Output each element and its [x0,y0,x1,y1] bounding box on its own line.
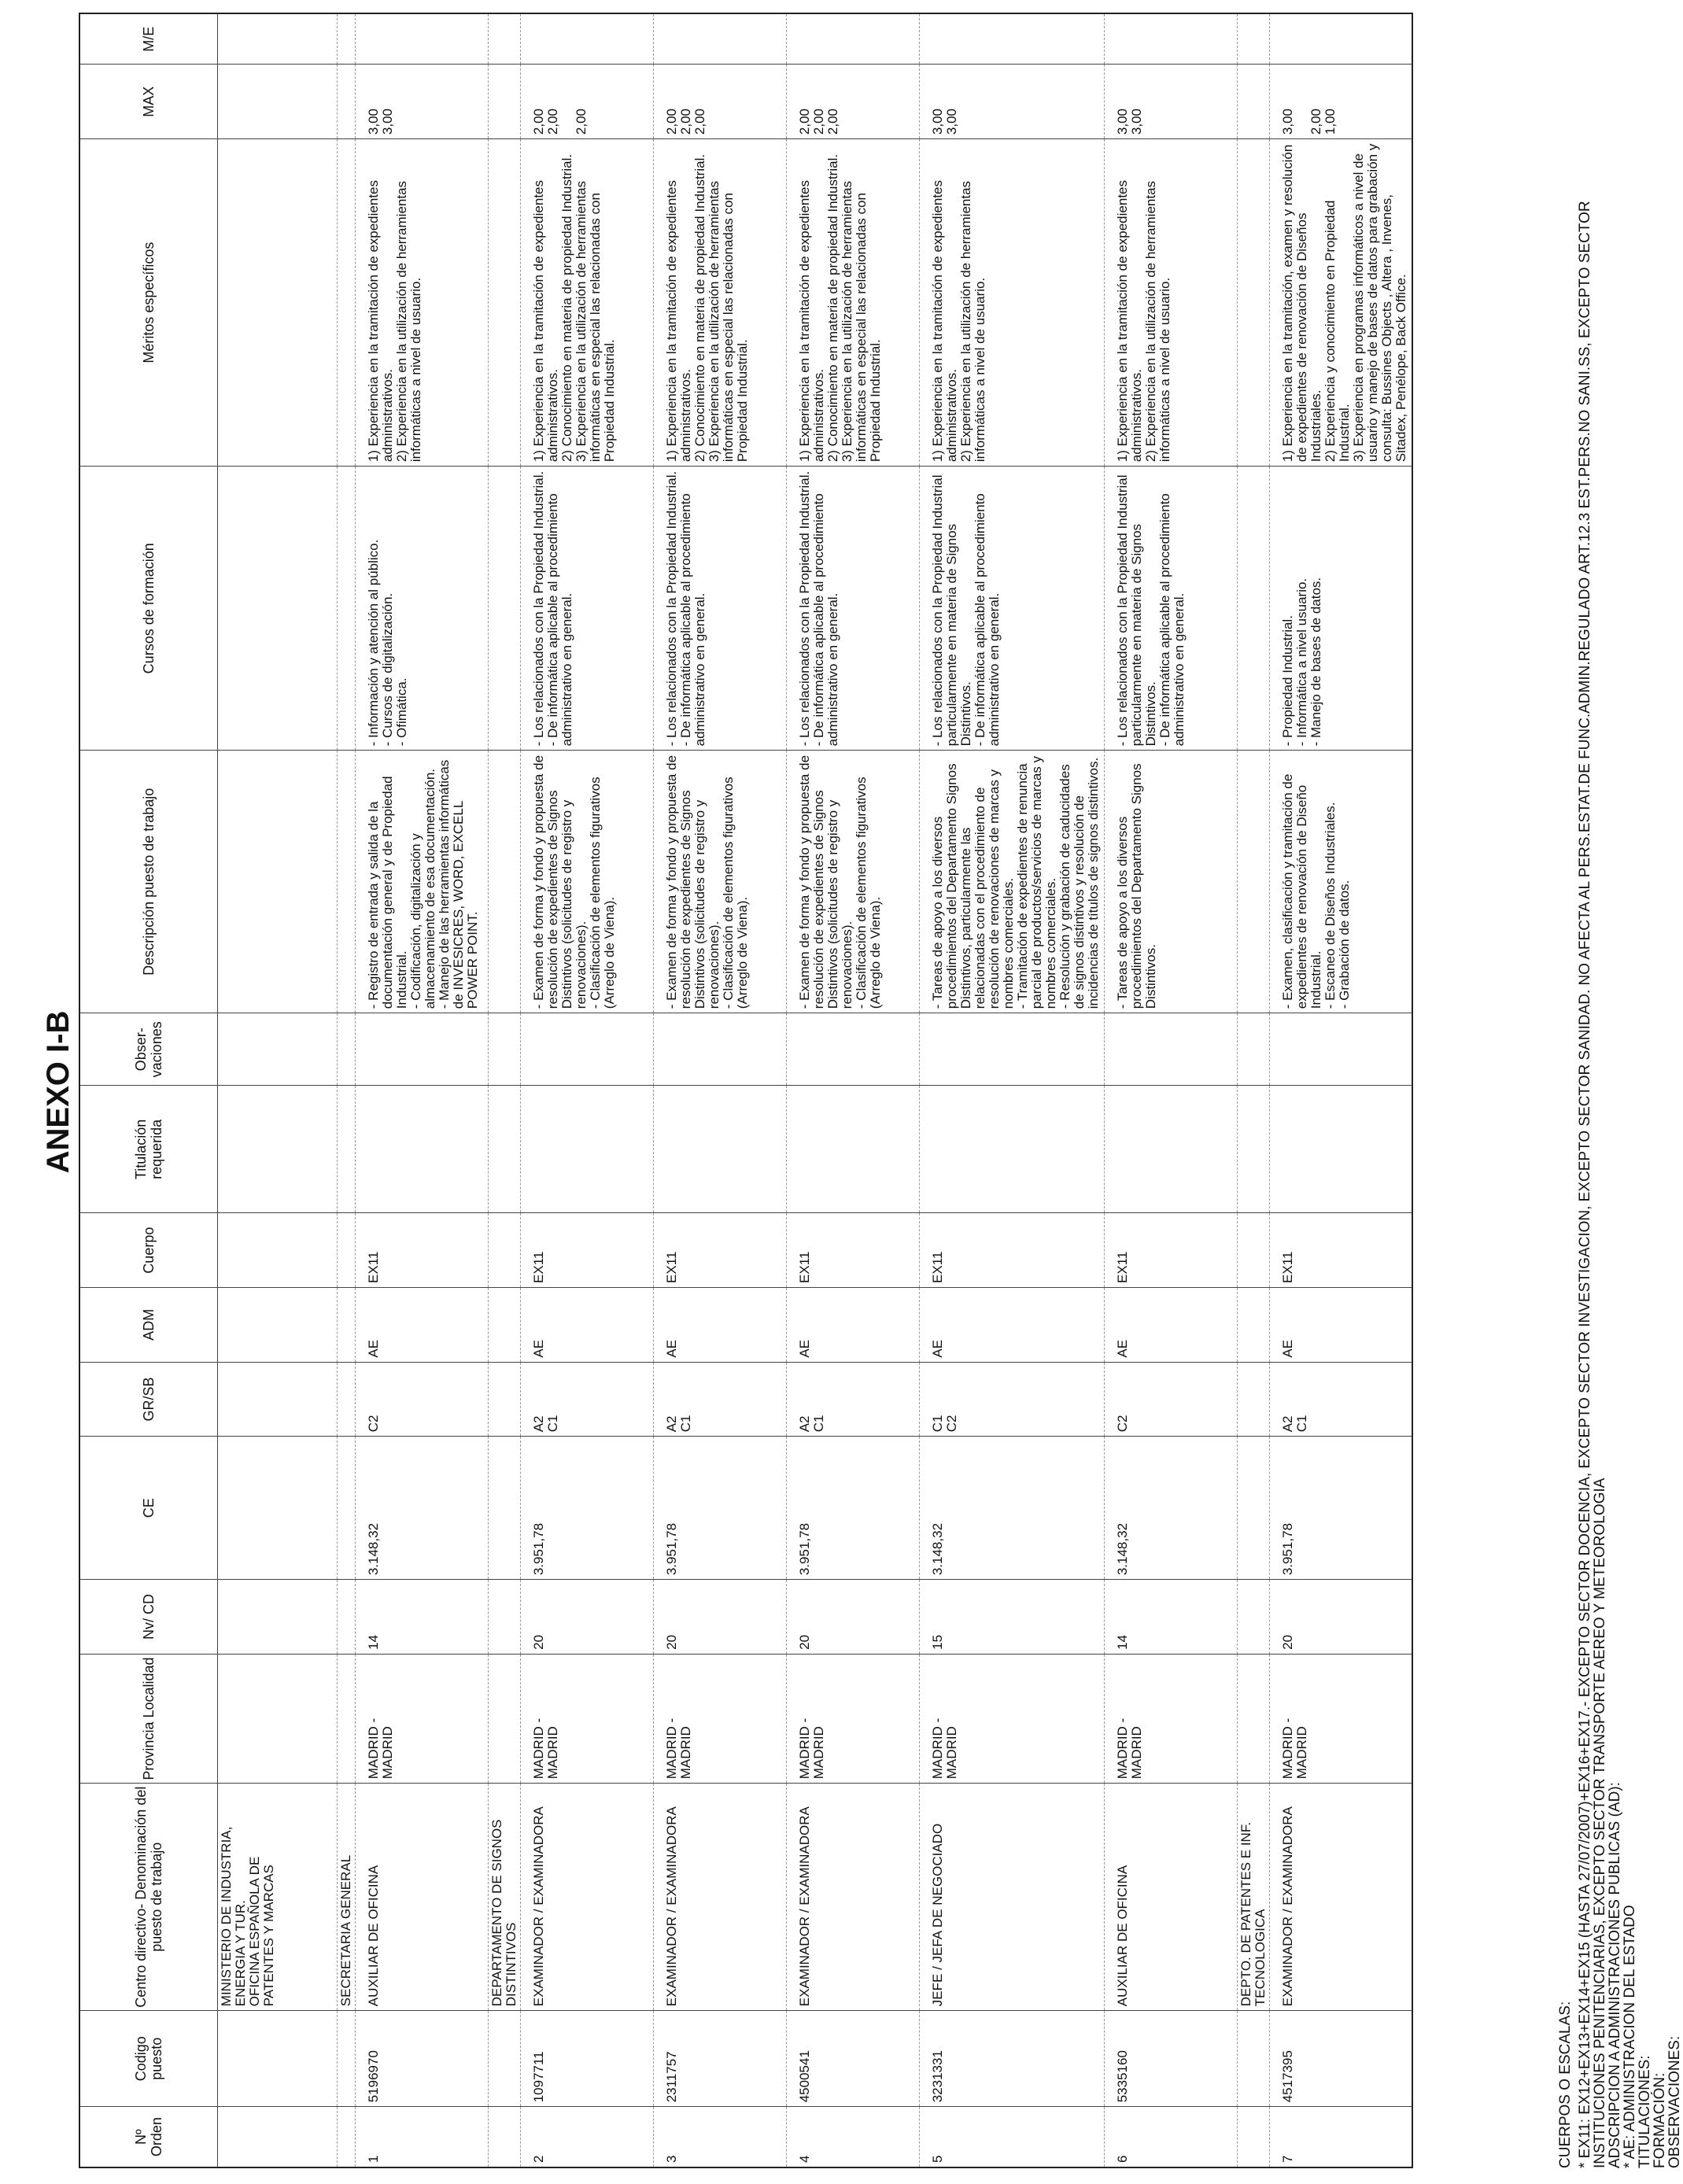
cell-meritos: 1) Experiencia en la tramitación de expedientes administrativos. 2) Conocimiento en materia de propiedad Industrial. 3) Experiencia en la utilización de herramientas informáticas en especial las relacionadas con Propiedad Industrial. [654,139,787,467]
org-cell-empty-14 [218,65,338,139]
cell-descripcion: - Examen de forma y fondo y propuesta de resolución de expedientes de Signos Distintivos (solicitudes de registro y renovaciones). - Clasificación de elementos figurativos (Arreglo de Viena). [521,751,654,1013]
section-label: SECRETARIA GENERAL [338,1784,356,2011]
section-cell-empty [1238,2011,1270,2107]
cell-observaciones [521,1013,654,1086]
section-row [489,13,521,2167]
table-body [218,13,1413,2167]
cell-me [787,13,920,65]
cell-codigo: 1097711 [521,2011,654,2107]
header-row [79,13,218,2167]
cell-descripcion: - Tareas de apoyo a los diversos procedimientos del Departamento Signos Distintivos, particularmente las relacionadas con el procedimiento de resolución de renovaciones de marcas y nombres comerciales. - Tramitación de expedientes de renuncia parcial de productos/servicios de marcas y nombres comerciales. - Resolución y grabación de caducidades de signos distintivos y resolución de incidencias de títulos de signos distintivos. [920,751,1105,1013]
cell-observaciones [1270,1013,1413,1086]
cell-cuerpo: EX11 [521,1213,654,1288]
section-cell-empty [489,1013,521,1086]
cell-cursos: - Los relacionados con la Propiedad Industrial. - De informática aplicable al procedimiento administrativo en general. [521,467,654,751]
section-cell-empty [1238,1213,1270,1288]
header-titulacion: Titulación requerida [79,1086,218,1213]
section-cell-empty [338,65,356,139]
cell-titulacion [356,1086,489,1213]
cell-cursos: - Los relacionados con la Propiedad Industrial. - De informática aplicable al procedimiento administrativo en general. [654,467,787,751]
section-row [1238,13,1270,2167]
section-cell-empty [338,467,356,751]
section-cell-empty [338,13,356,65]
cell-me [1105,13,1238,65]
cell-centro: AUXILIAR DE OFICINA [1105,1784,1238,2011]
header-centro: Centro directivo- Denominación del puesto de trabajo [79,1784,218,2011]
header-cuerpo: Cuerpo [79,1213,218,1288]
section-cell-empty [489,2011,521,2107]
cell-adm: AE [654,1287,787,1362]
cell-ce: 3.951,78 [1270,1437,1413,1580]
cell-titulacion [1270,1086,1413,1213]
cell-ce: 3.951,78 [787,1437,920,1580]
cell-adm: AE [1105,1287,1238,1362]
cell-centro: EXAMINADOR / EXAMINADORA [787,1784,920,2011]
table-row [1105,13,1238,2167]
cell-max: 3,00 3,00 [1105,65,1238,139]
cell-descripcion: - Examen de forma y fondo y propuesta de resolución de expedientes de Signos Distintivos (solicitudes de registro y renovaciones). - Clasificación de elementos figurativos (Arreglo de Viena). [654,751,787,1013]
header-ce: CE [79,1437,218,1580]
cell-cuerpo: EX11 [654,1213,787,1288]
section-cell-empty [489,65,521,139]
cell-titulacion [654,1086,787,1213]
footer-cuerpos-heading: CUERPOS O ESCALAS: [1557,2001,1574,2168]
cell-centro: EXAMINADOR / EXAMINADORA [654,1784,787,2011]
cell-ce: 3.148,32 [920,1437,1105,1580]
cell-meritos: 1) Experiencia en la tramitación de expedientes administrativos. 2) Experiencia en la utilización de herramientas informáticas a nivel de usuario. [920,139,1105,467]
cell-me [356,13,489,65]
cell-codigo: 3231331 [920,2011,1105,2107]
cell-max: 2,00 2,00 2,00 [654,65,787,139]
cell-ce: 3.148,32 [356,1437,489,1580]
org-cell-empty-3 [218,1654,338,1783]
cell-meritos: 1) Experiencia en la tramitación de expedientes administrativos. 2) Conocimiento en materia de propiedad Industrial. 3) Experiencia en la utilización de herramientas informáticas en especial las relacionadas con Propiedad Industrial. [787,139,920,467]
page-title: ANEXO I-B [41,1010,76,1174]
section-cell-empty [338,1086,356,1213]
section-cell-empty [1238,751,1270,1013]
header-provincia: Provincia Localidad [79,1654,218,1783]
section-cell-empty [338,1287,356,1362]
section-cell-empty [338,1213,356,1288]
section-cell-empty [1238,1013,1270,1086]
header-nivel: Nv/ CD [79,1580,218,1655]
cell-cursos: - Los relacionados con la Propiedad Industrial particularmente en materia de Signos Distintivos. - De informática aplicable al procedimiento administrativo en general. [920,467,1105,751]
section-cell-empty [489,1654,521,1783]
cell-titulacion [920,1086,1105,1213]
cell-grsb: C2 [1105,1362,1238,1437]
cell-ce: 3.148,32 [1105,1437,1238,1580]
cell-cuerpo: EX11 [1105,1213,1238,1288]
section-cell-empty [1238,2107,1270,2167]
cell-codigo: 5196970 [356,2011,489,2107]
table-row [1270,13,1413,2167]
section-cell-empty [338,1362,356,1437]
cell-cuerpo: EX11 [920,1213,1105,1288]
header-meritos: Méritos específicos [79,139,218,467]
section-cell-empty [489,139,521,467]
cell-codigo: 2311757 [654,2011,787,2107]
cell-cuerpo: EX11 [1270,1213,1413,1288]
cell-me [521,13,654,65]
cell-adm: AE [1270,1287,1413,1362]
cell-adm: AE [787,1287,920,1362]
cell-nivel: 20 [1270,1580,1413,1655]
section-cell-empty [1238,13,1270,65]
cell-cursos: - Propiedad Industrial. - Informática a nivel usuario. - Manejo de bases de datos. [1270,467,1413,751]
section-cell-empty [1238,467,1270,751]
cell-grsb: A2 C1 [787,1362,920,1437]
section-label: DEPARTAMENTO DE SIGNOS DISTINTIVOS [489,1784,521,2011]
cell-meritos: 1) Experiencia en la tramitación de expedientes administrativos. 2) Experiencia en la utilización de herramientas informáticas a nivel de usuario. [356,139,489,467]
cell-centro: EXAMINADOR / EXAMINADORA [521,1784,654,2011]
header-grsb: GR/SB [79,1362,218,1437]
cell-nivel: 20 [654,1580,787,1655]
cell-orden: 4 [787,2107,920,2167]
org-cell-empty-1 [218,2107,338,2167]
org-cell-empty-11 [218,751,338,1013]
cell-max: 2,00 2,00 2,00 [787,65,920,139]
section-cell-empty [1238,1580,1270,1655]
header-cursos: Cursos de formación [79,467,218,751]
section-cell-empty [1238,1362,1270,1437]
table-row [787,13,920,2167]
cell-orden: 5 [920,2107,1105,2167]
org-cell-empty-5 [218,1437,338,1580]
footer-formacion: FORMACIÓN: [1652,2072,1668,2168]
cell-provincia: MADRID - MADRID [654,1654,787,1783]
footer-observaciones: OBSERVACIONES: [1666,2035,1683,2168]
section-cell-empty [338,2011,356,2107]
section-cell-empty [1238,139,1270,467]
header-me: M/E [79,13,218,65]
org-cell-empty-13 [218,139,338,467]
org-row [218,13,338,2167]
section-label: DEPTO. DE PATENTES E INF. TECNOLOGICA [1238,1784,1270,2011]
section-cell-empty [338,139,356,467]
cell-adm: AE [521,1287,654,1362]
cell-codigo: 5335160 [1105,2011,1238,2107]
cell-cursos: - Los relacionados con la Propiedad Industrial particularmente en materia de Signos Distintivos. - De informática aplicable al procedimiento administrativo en general. [1105,467,1238,751]
table-row [920,13,1105,2167]
section-cell-empty [489,1213,521,1288]
org-cell-empty-9 [218,1086,338,1213]
cell-cursos: - Los relacionados con la Propiedad Industrial. - De informática aplicable al procedimiento administrativo en general. [787,467,920,751]
org-cell-empty-10 [218,1013,338,1086]
cell-descripcion: - Registro de entrada y salida de la documentación general y de Propiedad Industrial. - Codificación, digitalización y almacenamiento de esa documentación. - Manejo de las herramientas informáticas de INVESICRES, WORD, EXCELL POWER POINT. [356,751,489,1013]
section-cell-empty [489,1580,521,1655]
cell-descripcion: - Examen de forma y fondo y propuesta de resolución de expedientes de Signos Distintivos (solicitudes de registro y renovaciones). - Clasificación de elementos figurativos (Arreglo de Viena). [787,751,920,1013]
cell-cursos: - Información y atención al público. - Cursos de digitalización. - Ofimática. [356,467,489,751]
cell-grsb: A2 C1 [654,1362,787,1437]
cell-codigo: 4500541 [787,2011,920,2107]
cell-orden: 3 [654,2107,787,2167]
footer-notes [1558,13,1682,2168]
cell-nivel: 20 [521,1580,654,1655]
cell-meritos: 1) Experiencia en la tramitación de expedientes administrativos. 2) Conocimiento en materia de propiedad Industrial. 3) Experiencia en la utilización de herramientas informáticas en especial las relacionadas con Propiedad Industrial. [521,139,654,467]
cell-observaciones [356,1013,489,1086]
section-cell-empty [489,2107,521,2167]
table-row [521,13,654,2167]
cell-orden: 6 [1105,2107,1238,2167]
section-cell-empty [1238,1654,1270,1783]
section-cell-empty [338,1013,356,1086]
org-cell-empty-8 [218,1213,338,1288]
section-cell-empty [338,1580,356,1655]
section-cell-empty [489,1287,521,1362]
cell-adm: AE [920,1287,1105,1362]
cell-centro: JEFE / JEFA DE NEGOCIADO [920,1784,1105,2011]
cell-me [920,13,1105,65]
cell-adm: AE [356,1287,489,1362]
section-cell-empty [338,751,356,1013]
section-cell-empty [1238,1437,1270,1580]
footer-adscripcion: ADSCRIPCION A ADMINISTRACIONES PUBLICAS (AD): [1607,1782,1623,2168]
header-codigo: Codigo puesto [79,2011,218,2107]
header-adm: ADM [79,1287,218,1362]
cell-nivel: 20 [787,1580,920,1655]
cell-meritos: 1) Experiencia en la tramitación de expedientes administrativos. 2) Experiencia en la utilización de herramientas informáticas a nivel de usuario. [1105,139,1238,467]
footer-cuerpos-text-1: * EX11: EX12+EX13+EX14+EX15 (HASTA 27/07/2007)+EX16+EX17.- EXCEPTO SECTOR DOCENCIA, EXCEPTO SECTOR INVESTIGACION, EXCEPTO SECTOR SANIDAD. NO AFECTA AL PERS.ESTAT.DE FUNC.ADMIN.REGULADO ART.12.3 EST.PERS.NO SANI.SS, EXCEPTO SECTOR [1577,201,1593,2168]
cell-ce: 3.951,78 [521,1437,654,1580]
cell-observaciones [787,1013,920,1086]
footer-titulaciones: TITULACIONES: [1637,2055,1653,2168]
cell-me [1270,13,1413,65]
footer-cuerpos-text-2: INSTITUCIONES PENITENCIARIAS, EXCEPTO SECTOR TRANSPORTE AEREO Y METEOROLOGIA [1592,1478,1608,2168]
cell-meritos: 1) Experiencia en la tramitación, examen y resolución de expedientes de renovación de Diseños Industriales. 2) Experiencia y conocimiento en Propiedad Industrial. 3) Experiencia en programas informáticos a nivel de usuario y manejo de bases de datos para grabación y consulta: Bussines Objects , Altera , Invenes, Sitadex, Penélope, Back Office. [1270,139,1413,467]
header-descripcion: Descripción puesto de trabajo [79,751,218,1013]
cell-max: 3,00 3,00 [920,65,1105,139]
cell-nivel: 14 [356,1580,489,1655]
cell-grsb: C1 C2 [920,1362,1105,1437]
cell-cuerpo: EX11 [787,1213,920,1288]
cell-orden: 2 [521,2107,654,2167]
org-cell-empty-15 [218,13,338,65]
section-cell-empty [489,467,521,751]
cell-descripcion: - Examen, clasificación y tramitación de expedientes de renovación de Diseño Industrial. - Escaneo de Diseños Industriales. - Grabación de datos. [1270,751,1413,1013]
section-cell-empty [338,2107,356,2167]
header-orden: Nº Orden [79,2107,218,2167]
cell-codigo: 4517395 [1270,2011,1413,2107]
section-cell-empty [489,751,521,1013]
org-cell-empty-2 [218,2011,338,2107]
cell-grsb: A2 C1 [521,1362,654,1437]
cell-ce: 3.951,78 [654,1437,787,1580]
cell-max: 3,00 3,00 [356,65,489,139]
section-cell-empty [1238,1086,1270,1213]
cell-provincia: MADRID - MADRID [356,1654,489,1783]
org-cell-empty-7 [218,1287,338,1362]
cell-centro: EXAMINADOR / EXAMINADORA [1270,1784,1413,2011]
cell-orden: 1 [356,2107,489,2167]
header-observaciones: Obser- vaciones [79,1013,218,1086]
org-label: MINISTERIO DE INDUSTRIA, ENERGIA Y TUR. OFICINA ESPAÑOLA DE PATENTES Y MARCAS [218,1784,338,2011]
cell-me [654,13,787,65]
cell-observaciones [1105,1013,1238,1086]
cell-centro: AUXILIAR DE OFICINA [356,1784,489,2011]
org-cell-empty-4 [218,1580,338,1655]
cell-nivel: 14 [1105,1580,1238,1655]
section-cell-empty [489,1437,521,1580]
cell-provincia: MADRID - MADRID [1105,1654,1238,1783]
cell-grsb: C2 [356,1362,489,1437]
section-cell-empty [1238,1287,1270,1362]
cell-titulacion [787,1086,920,1213]
section-cell-empty [489,1086,521,1213]
cell-orden: 7 [1270,2107,1413,2167]
positions-table [79,13,1413,2168]
cell-observaciones [920,1013,1105,1086]
cell-provincia: MADRID - MADRID [920,1654,1105,1783]
section-cell-empty [1238,65,1270,139]
table-row [356,13,489,2167]
cell-cuerpo: EX11 [356,1213,489,1288]
org-cell-empty-12 [218,467,338,751]
table-row [654,13,787,2167]
section-cell-empty [338,1654,356,1783]
cell-max: 3,00 2,00 1,00 [1270,65,1413,139]
cell-observaciones [654,1013,787,1086]
cell-grsb: A2 C1 [1270,1362,1413,1437]
section-cell-empty [489,13,521,65]
section-cell-empty [489,1362,521,1437]
header-max: MAX [79,65,218,139]
cell-titulacion [521,1086,654,1213]
section-cell-empty [338,1437,356,1580]
cell-max: 2,00 2,00 2,00 [521,65,654,139]
cell-nivel: 15 [920,1580,1105,1655]
cell-provincia: MADRID - MADRID [521,1654,654,1783]
cell-titulacion [1105,1086,1238,1213]
org-cell-empty-6 [218,1362,338,1437]
cell-provincia: MADRID - MADRID [787,1654,920,1783]
cell-provincia: MADRID - MADRID [1270,1654,1413,1783]
section-row [338,13,356,2167]
cell-descripcion: - Tareas de apoyo a los diversos procedimientos del Departamento Signos Distintivos. [1105,751,1238,1013]
footer-ae: * AE: ADMINISTRACION DEL ESTADO [1622,1905,1638,2168]
